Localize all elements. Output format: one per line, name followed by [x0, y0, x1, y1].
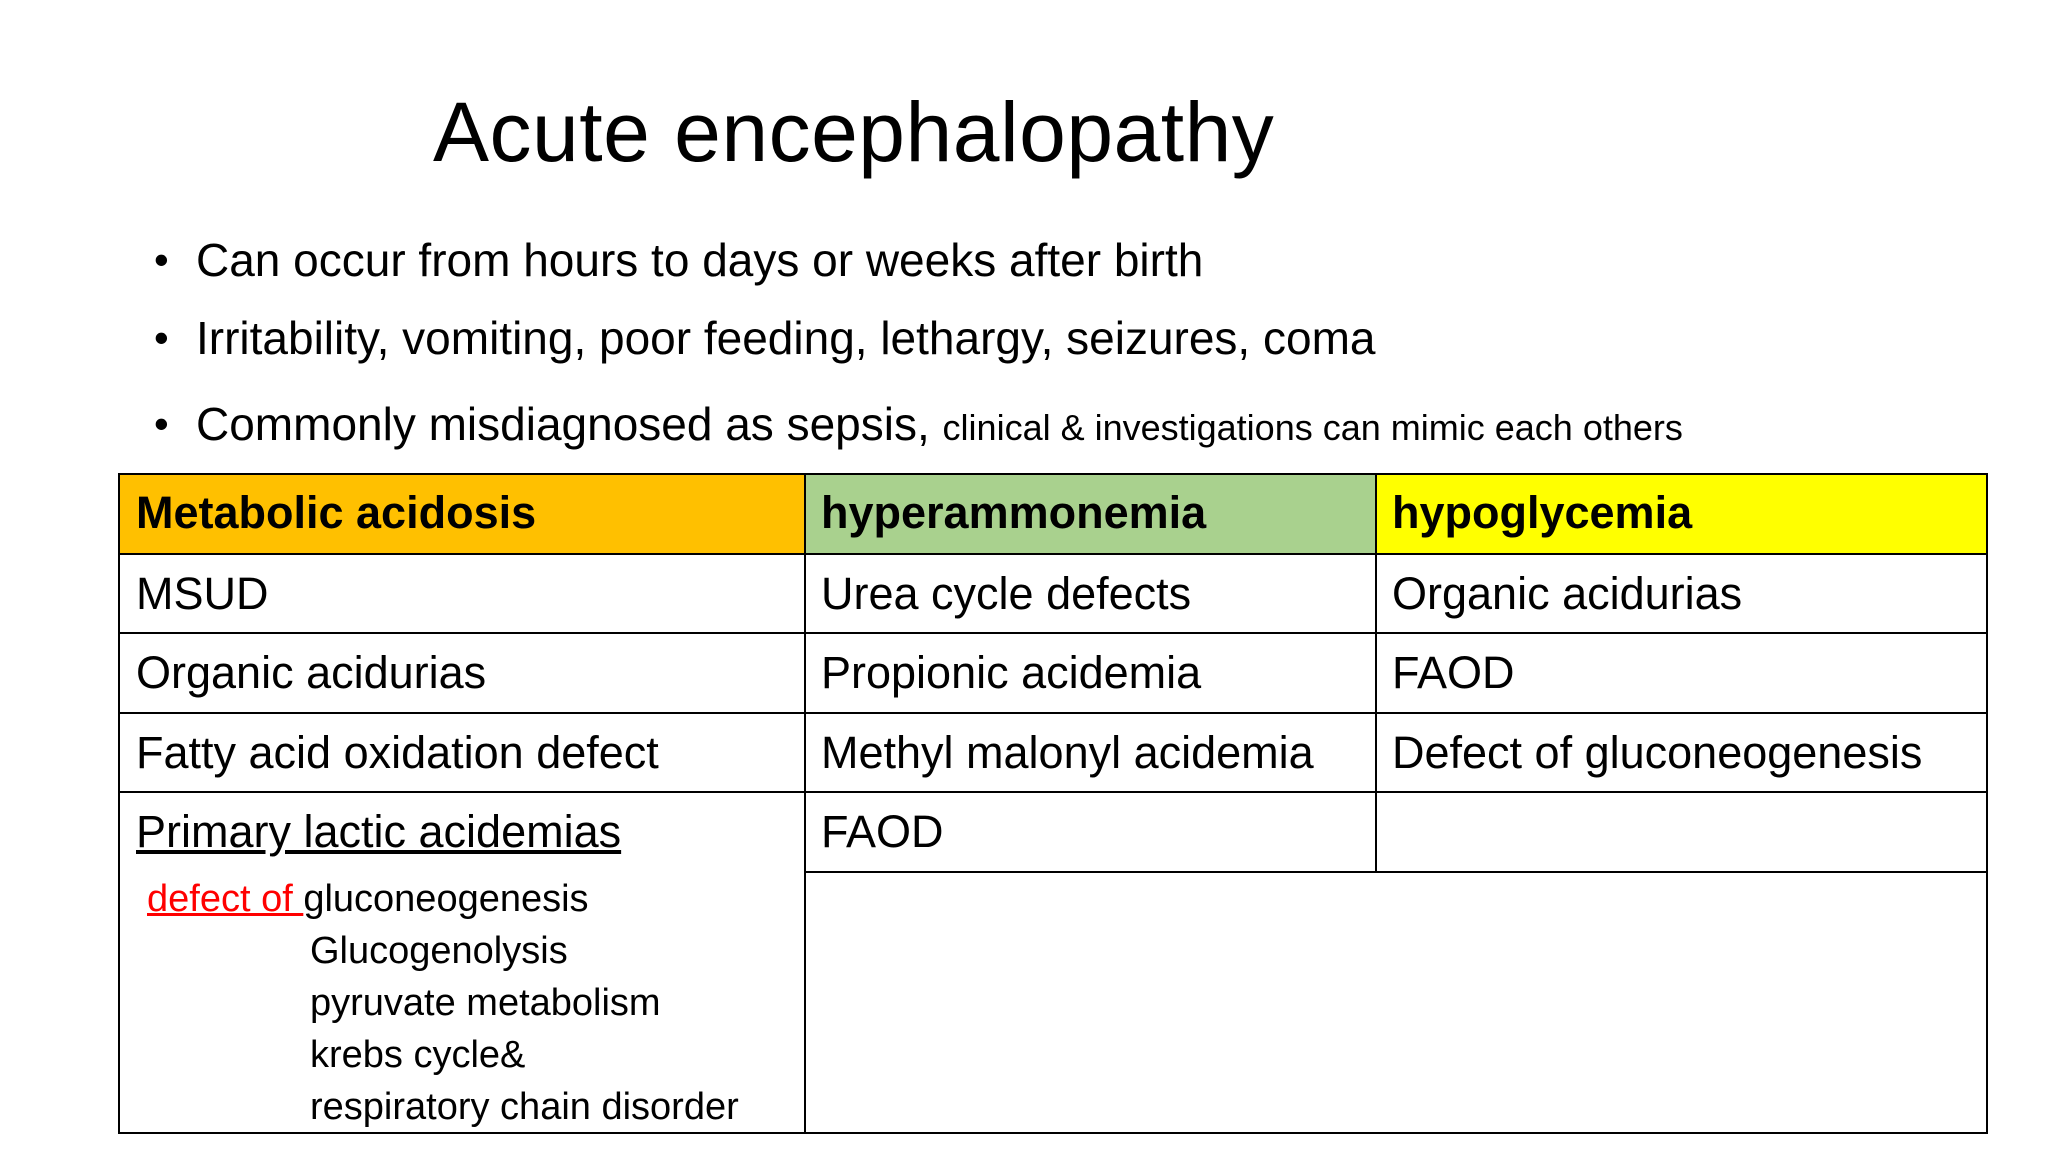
table-cell-primary-lactic: Primary lactic acidemias — [136, 806, 622, 857]
lactic-detail-line: krebs cycle& — [310, 1034, 526, 1076]
row-divider — [120, 553, 1986, 555]
column-divider — [804, 475, 806, 1132]
bullet-dot-icon: • — [154, 236, 169, 283]
lactic-detail-item: gluconeogenesis — [303, 878, 589, 920]
table-cell: Organic acidurias — [1392, 568, 1743, 619]
bullet-dot-icon: • — [154, 400, 169, 447]
table-cell: Fatty acid oxidation defect — [136, 727, 659, 778]
bullet-text: Irritability, vomiting, poor feeding, lethargy, seizures, coma — [196, 312, 1376, 364]
row-divider — [120, 632, 1986, 634]
bullet-text: Can occur from hours to days or weeks after birth — [196, 234, 1204, 286]
bullet-dot-icon: • — [154, 314, 169, 361]
table-cell: Methyl malonyl acidemia — [821, 727, 1314, 778]
lactic-detail-line: pyruvate metabolism — [310, 982, 661, 1024]
row-divider — [805, 871, 1986, 873]
header-metabolic-acidosis — [120, 475, 805, 554]
lactic-detail-line: respiratory chain disorder — [310, 1086, 739, 1128]
table-cell: MSUD — [136, 568, 269, 619]
bullet-item — [154, 396, 1683, 456]
lactic-detail-line: Glucogenolysis — [310, 930, 568, 972]
table-cell: Defect of gluconeogenesis — [1392, 727, 1923, 778]
table-cell: Urea cycle defects — [821, 568, 1192, 619]
row-divider — [120, 712, 1986, 714]
lactic-detail-line — [147, 873, 589, 925]
header-hyperammonemia — [805, 475, 1376, 554]
slide-title: Acute encephalopathy — [433, 85, 1275, 179]
bullet-item — [154, 310, 1683, 366]
disorder-table — [118, 473, 1988, 1134]
bullet-item — [154, 232, 1683, 288]
table-cell: FAOD — [1392, 647, 1515, 698]
defect-of-prefix: defect of — [147, 878, 304, 920]
bullet-small-note: clinical & investigations can mimic each others — [942, 407, 1683, 448]
header-label: hypoglycemia — [1392, 487, 1693, 538]
bullet-list — [154, 232, 1683, 456]
table-cell: FAOD — [821, 806, 944, 857]
column-divider — [1375, 475, 1377, 872]
bullet-text: Commonly misdiagnosed as sepsis, — [196, 398, 930, 450]
row-divider — [120, 791, 1986, 793]
header-label: Metabolic acidosis — [136, 487, 537, 538]
table-cell: Propionic acidemia — [821, 647, 1202, 698]
header-hypoglycemia — [1376, 475, 1986, 554]
table-cell-empty — [1376, 792, 1986, 871]
table-cell: Organic acidurias — [136, 647, 487, 698]
header-label: hyperammonemia — [821, 487, 1207, 538]
